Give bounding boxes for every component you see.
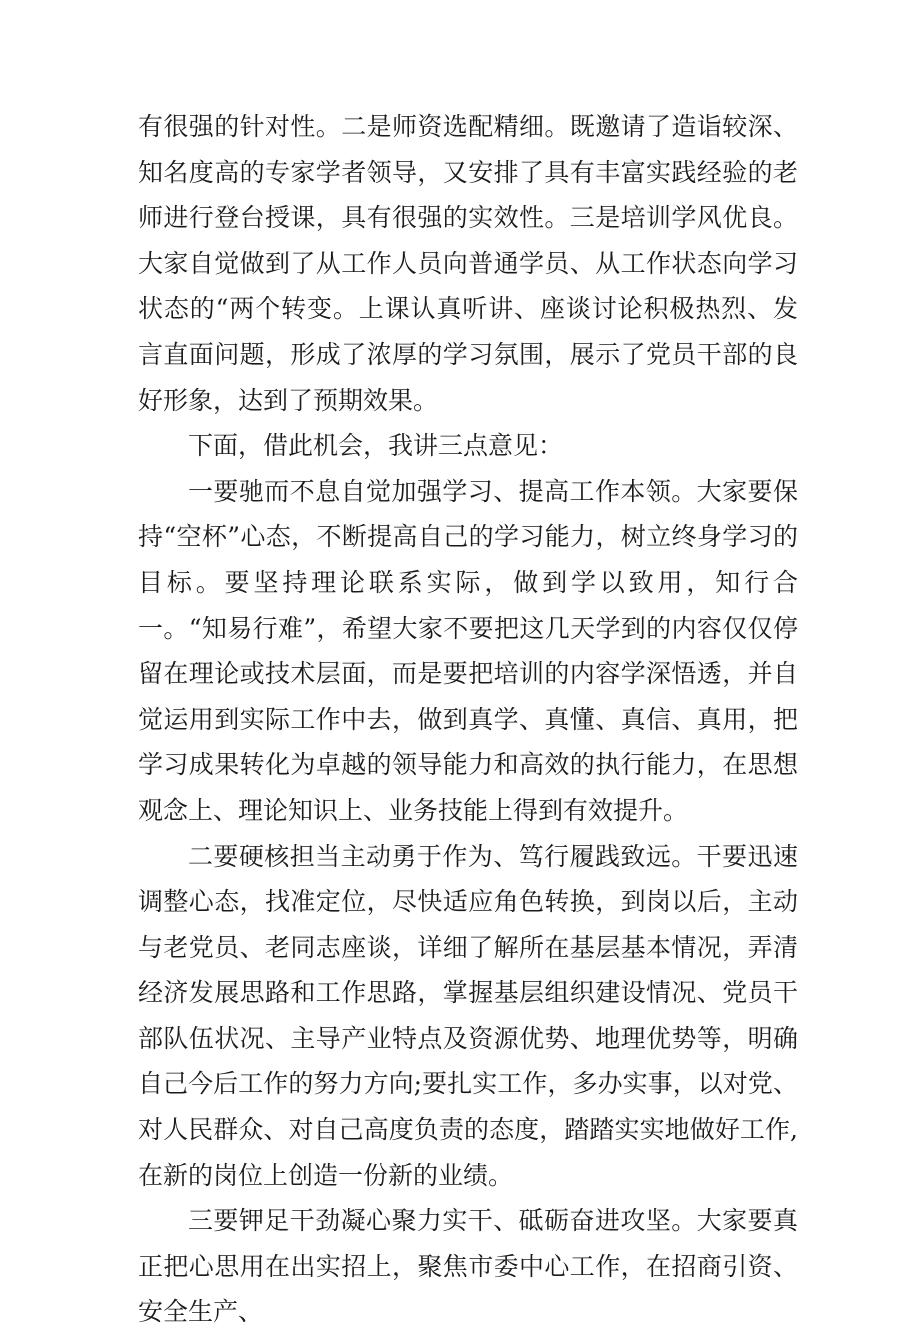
paragraph-5: 三要钾足干劲凝心聚力实干、砥砺奋进攻坚。大家要真正把心思用在出实招上，聚焦市委中心工作，在招商引资、安全生产、 [138,1206,798,1327]
paragraph-1: 有很强的针对性。二是师资选配精细。既邀请了造诣较深、知名度高的专家学者领导，又安排了具有丰富实践经验的老师进行登台授课，具有很强的实效性。三是培训学风优良。大家自觉做到了从工作人员向普通学员、从工作状态向学习状态的“两个转变。上课认真听讲、座谈讨论积极热烈、发言直面问题，形成了浓厚的学习氛围，展示了党员干部的良好形象，达到了预期效果。 [138,112,798,415]
paragraph-3: 一要驰而不息自觉加强学习、提高工作本领。大家要保持“空杯”心态，不断提高自己的学习能力，树立终身学习的目标。要坚持理论联系实际，做到学以致用，知行合一。“知易行难”，希望大家不要把这几天学到的内容仅仅停留在理论或技术层面，而是要把培训的内容学深悟透，并自觉运用到实际工作中去，做到真学、真懂、真信、真用，把学习成果转化为卓越的领导能力和高效的执行能力，在思想观念上、理论知识上、业务技能上得到有效提升。 [138,476,798,825]
document-page [138,104,798,1335]
paragraph-4: 二要硬核担当主动勇于作为、笃行履践致远。干要迅速调整心态，找准定位，尽快适应角色转换，到岗以后，主动与老党员、老同志座谈，详细了解所在基层基本情况，弄清经济发展思路和工作思路，掌握基层组织建设情况、党员干部队伍状况、主导产业特点及资源优势、地理优势等，明确自己今后工作的努力方向;要扎实工作，多办实事，以对党、对人民群众、对自己高度负责的态度，踏踏实实地做好工作,在新的岗位上创造一份新的业绩。 [138,841,798,1190]
paragraph-2: 下面，借此机会，我讲三点意见： [188,431,564,461]
